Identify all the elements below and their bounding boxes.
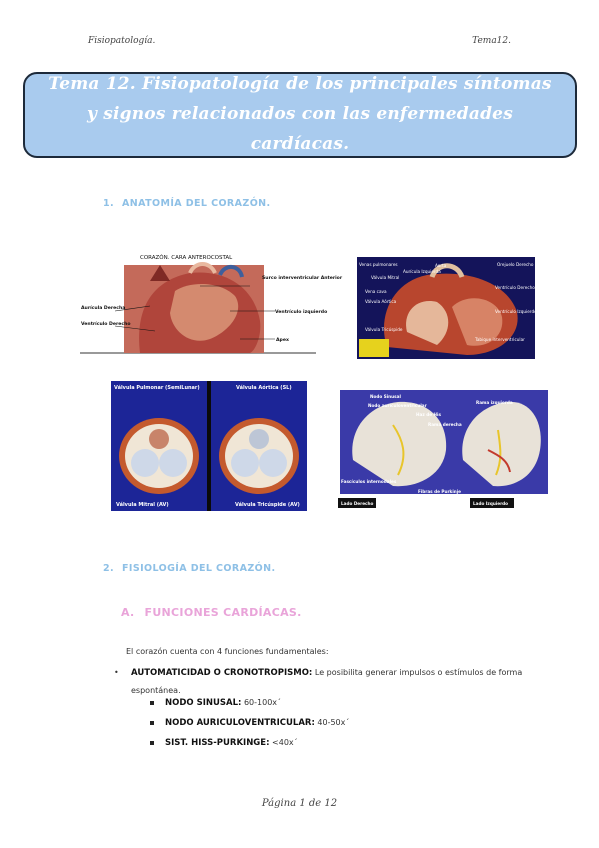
fig2-label-aorta: Aorta — [435, 263, 447, 268]
header-left: Fisiopatología. — [88, 36, 156, 46]
subitem-term: NODO SINUSAL: — [165, 698, 242, 708]
fig1-label-vent-der: Ventrículo Derecho — [81, 322, 131, 327]
subsection-label: FUNCIONES CARDÍACAS. — [144, 606, 302, 619]
heart-anterior-illustration — [80, 251, 343, 357]
fig2-label-vent-der: Ventrículo Derecho — [495, 285, 535, 290]
section-heading-anatomy — [103, 198, 271, 209]
section-number: 2. — [103, 563, 115, 574]
fig2-label-orejuelo: Orejuelo Derecho — [497, 262, 534, 267]
fig4-label-purkinje: Fibras de Purkinje — [418, 489, 462, 494]
fig1-caption: CORAZÓN. CARA ANTEROCOSTAL — [140, 255, 233, 261]
fig2-label-tabique: Tabique interventricular — [475, 337, 525, 342]
fig2-label-aortica: Válvula Aórtica — [365, 299, 397, 304]
fig1-label-vent-izq: Ventrículo izquierdo — [275, 310, 328, 315]
fig2-label-tricuspide: Válvula Tricúspide — [365, 327, 403, 332]
fig4-label-haz-his: Haz de His — [416, 412, 441, 417]
fig4-label-lado-der: Lado Derecho — [341, 501, 374, 506]
title-banner — [23, 72, 577, 158]
fig2-label-vena-cava: Vena cava — [365, 289, 387, 294]
bullet-term: AUTOMATICIDAD O CRONOTROPISMO: — [131, 668, 313, 678]
page-footer: Página 1 de 12 — [261, 798, 338, 809]
section-number: 1. — [103, 198, 115, 209]
subsection-number: A. — [121, 606, 135, 619]
fig4-label-lado-izq: Lado Izquierdo — [473, 501, 509, 506]
fig3-label-tricuspide: Válvula Tricúspide (AV) — [235, 502, 300, 508]
list-subitem-his-purkinje — [150, 738, 298, 748]
subsection-heading-functions — [121, 606, 302, 619]
fig1-label-surco: Surco interventricular Anterior — [262, 276, 343, 281]
section-label: FISIOLOGÍA DEL CORAZÓN. — [122, 563, 276, 574]
fig1-label-apex: Apex — [276, 338, 289, 343]
list-subitem-nodo-av — [150, 718, 349, 728]
subitem-value: 40-50x´ — [317, 718, 350, 727]
bullet-marker: • — [114, 668, 119, 677]
fig4-label-fasciculos: Fascículos internodales — [341, 479, 397, 484]
fig2-label-vent-izq: Ventrículo Izquierdo — [495, 309, 537, 314]
section-heading-physiology — [103, 563, 275, 574]
intro-paragraph: El corazón cuenta con 4 funciones fundamentales: — [126, 647, 329, 656]
conduction-system-illustration — [338, 390, 550, 510]
header-right: Tema12. — [472, 36, 511, 46]
square-bullet-icon — [150, 701, 154, 705]
fig4-label-nodo-sinusal: Nodo Sinusal — [370, 394, 401, 399]
fig2-label-mitral: Válvula Mitral — [371, 275, 400, 280]
fig3-label-mitral: Válvula Mitral (AV) — [116, 502, 169, 508]
list-item-automaticidad — [114, 664, 534, 699]
square-bullet-icon — [150, 721, 154, 725]
subitem-term: SIST. HISS-PURKINGE: — [165, 738, 270, 748]
square-bullet-icon — [150, 741, 154, 745]
heart-section-illustration — [357, 257, 535, 359]
figure-heart-anterior — [80, 251, 343, 357]
fig3-label-aortica: Válvula Aórtica (SL) — [236, 385, 292, 391]
heart-valves-illustration — [111, 381, 307, 511]
fig4-label-nodo-av: Nodo auriculoventricular — [368, 403, 427, 408]
fig4-label-rama-der: Rama derecha — [428, 422, 462, 427]
figure-heart-valves — [111, 381, 307, 511]
fig1-label-auricula: Aurícula Derecha — [81, 306, 126, 311]
fig2-label-venas: Venas pulmonares — [359, 262, 398, 267]
fig2-label-auricula-izq: Aurícula Izquierda — [403, 269, 441, 274]
figure-conduction-system — [338, 390, 550, 510]
fig4-label-rama-izq: Rama izquierda — [476, 400, 513, 405]
section-label: ANATOMÍA DEL CORAZÓN. — [122, 198, 271, 209]
list-subitem-nodo-sinusal — [150, 698, 281, 708]
bullet-description: Le posibilita generar impulsos o estímulos de forma espontánea. — [131, 668, 523, 695]
figure-heart-section — [357, 257, 535, 359]
subitem-value: 60-100x´ — [243, 698, 282, 707]
subitem-value: <40x´ — [272, 738, 298, 747]
subitem-term: NODO AURICULOVENTRICULAR: — [165, 718, 315, 728]
page-title: Tema 12. Fisiopatología de los principales síntomas y signos relacionados con las enfermedades cardíacas. — [48, 74, 552, 154]
fig3-label-pulmonar: Válvula Pulmonar (SemiLunar) — [114, 385, 200, 391]
